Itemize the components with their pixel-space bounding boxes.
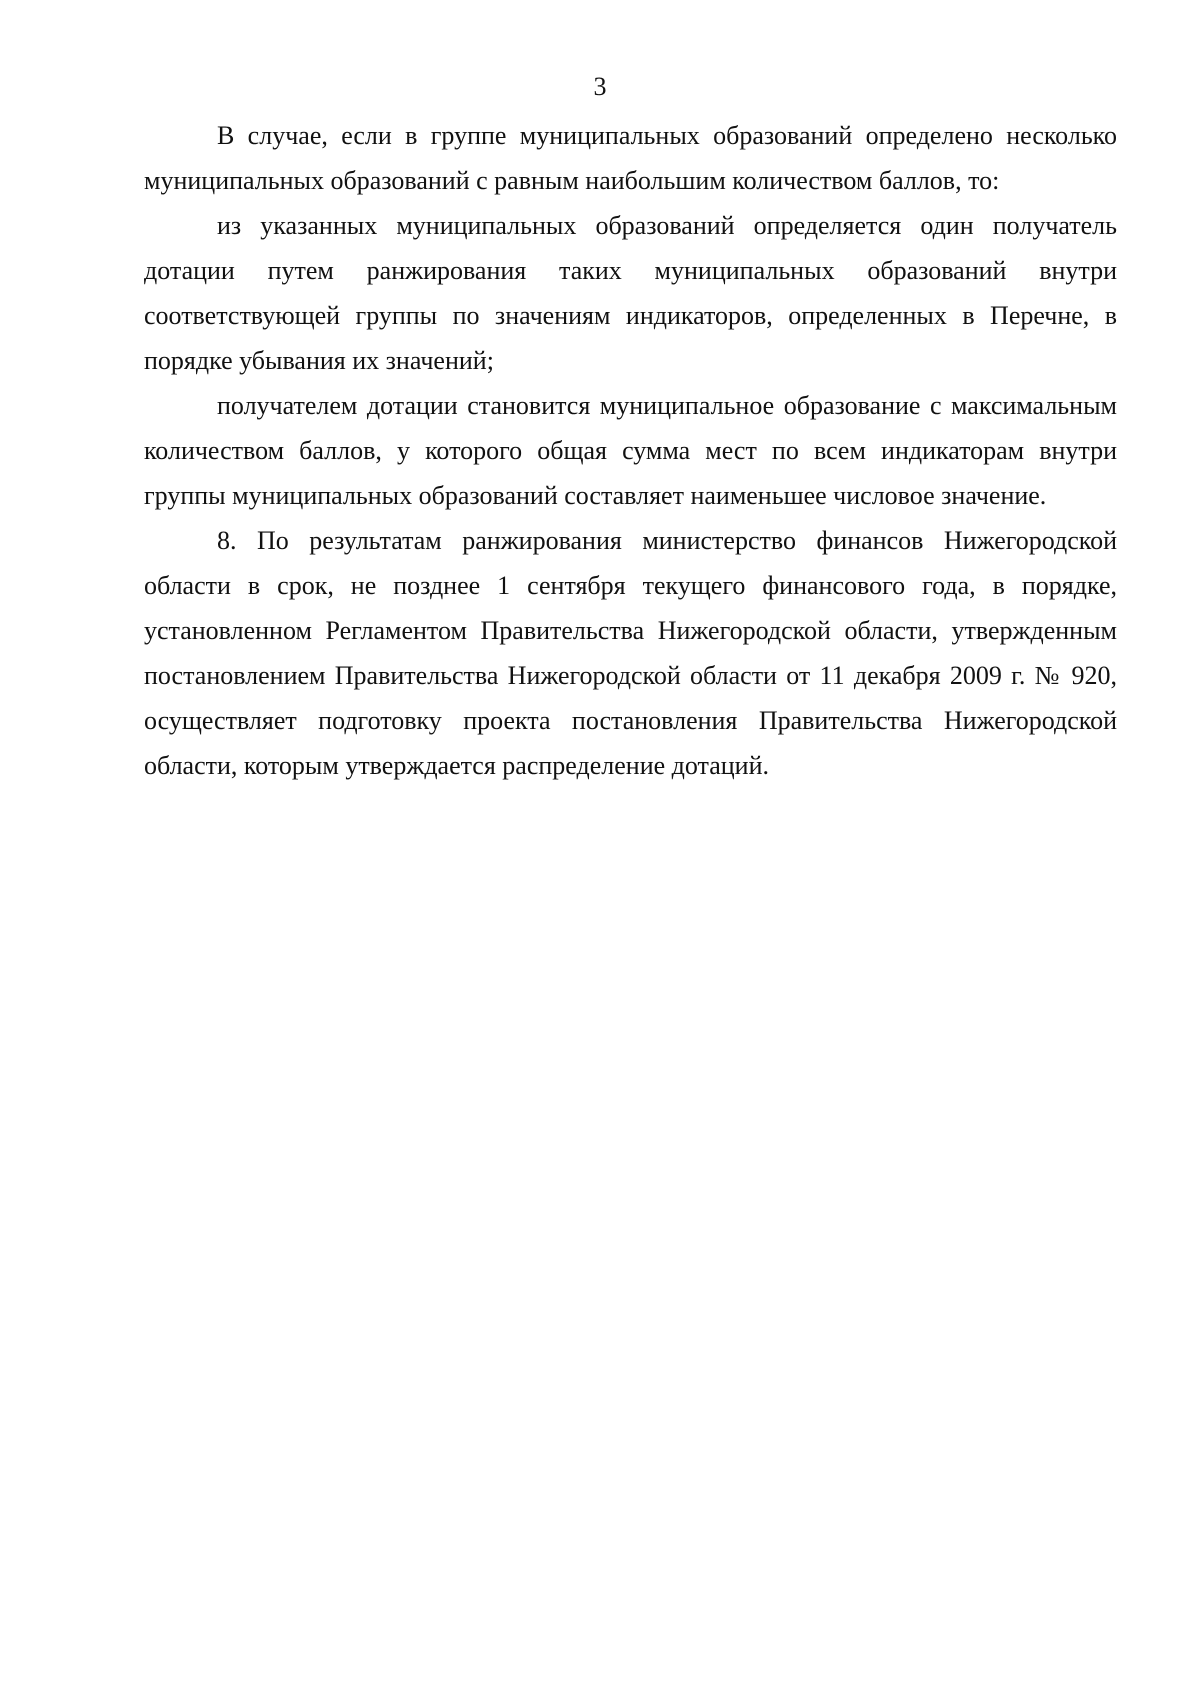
paragraph-recipient-rule: получателем дотации становится муниципальное образование с максимальным количеством баллов, у которого общая сумма мест по всем индикаторам внутри группы муниципальных образований составляет наименьшее числовое значение. [144,391,1117,510]
document-body [144,113,1117,788]
paragraph-item-8: 8. По результатам ранжирования министерство финансов Нижегородской области в срок, не позднее 1 сентября текущего финансового года, в порядке, установленном Регламентом Правительства Нижегородской области, утвержденным постановлением Правительства Нижегородской области от 11 декабря 2009 г. № 920, осуществляет подготовку проекта постановления Правительства Нижегородской области, которым утверждается распределение дотаций. [144,526,1117,780]
paragraph-equal-points-case: В случае, если в группе муниципальных образований определено несколько муниципальных образований с равным наибольшим количеством баллов, то: [144,121,1117,195]
paragraph-ranking-rule: из указанных муниципальных образований определяется один получатель дотации путем ранжирования таких муниципальных образований внутри соответствующей группы по значениям индикаторов, определенных в Перечне, в порядке убывания их значений; [144,211,1117,375]
page-number: 3 [593,72,607,101]
